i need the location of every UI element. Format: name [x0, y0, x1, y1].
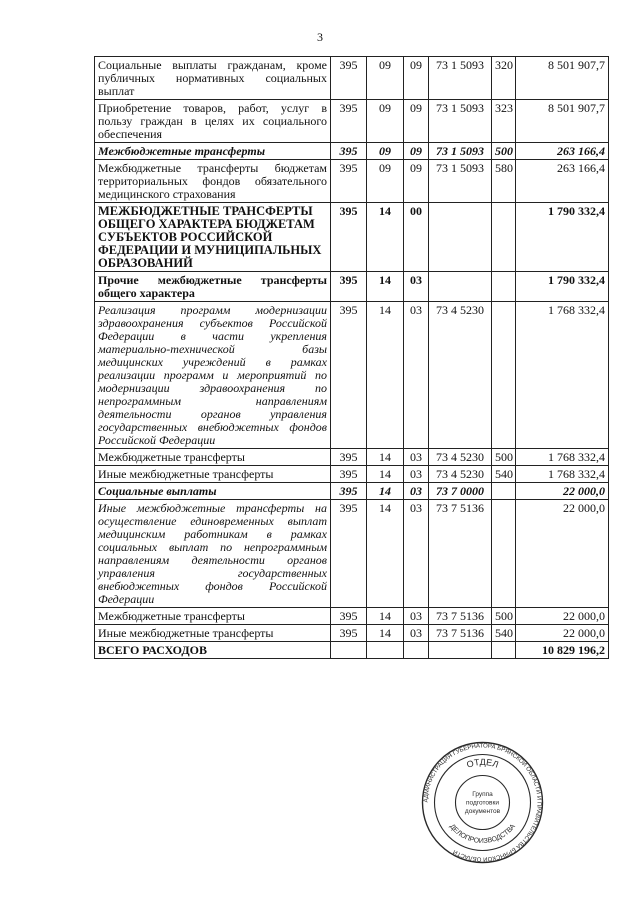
cell-name: Иные межбюджетные трансферты [95, 466, 331, 483]
cell-name: Межбюджетные трансферты [95, 449, 331, 466]
cell-glav: 395 [331, 500, 367, 608]
cell-glav: 395 [331, 100, 367, 143]
table-row [95, 500, 609, 608]
cell-glav: 395 [331, 272, 367, 302]
cell-pr: 03 [404, 625, 429, 642]
stamp-center-line-2: подготовки [466, 799, 499, 807]
cell-sum: 1 768 332,4 [516, 466, 609, 483]
cell-sum: 22 000,0 [516, 625, 609, 642]
cell-glav: 395 [331, 625, 367, 642]
table-row [95, 160, 609, 203]
cell-sum: 22 000,0 [516, 500, 609, 608]
cell-cs: 73 1 5093 [429, 100, 492, 143]
cell-glav: 395 [331, 466, 367, 483]
cell-sum: 1 768 332,4 [516, 302, 609, 449]
stamp-subtitle: ДЕЛОПРОИЗВОДСТВА [448, 823, 517, 846]
cell-cs: 73 7 5136 [429, 500, 492, 608]
cell-vr: 500 [492, 449, 516, 466]
cell-name: Реализация программ модернизации здравоохранения субъектов Российской Федерации в части укрепления материально-технической базы медицинских учреждений в рамках реализации программ и мероприятий по модернизации здравоохранения по непрограммным направлениям деятельности органов управления государственных внебюджетных фондов Российской Федерации [95, 302, 331, 449]
cell-glav: 395 [331, 483, 367, 500]
cell-rz: 14 [367, 608, 404, 625]
stamp-center-line-3: документов [464, 808, 501, 815]
cell-pr: 03 [404, 449, 429, 466]
cell-cs: 73 1 5093 [429, 57, 492, 100]
table-row [95, 642, 609, 659]
cell-vr [492, 642, 516, 659]
table-row [95, 143, 609, 160]
cell-sum: 10 829 196,2 [516, 642, 609, 659]
cell-rz: 14 [367, 483, 404, 500]
cell-vr [492, 500, 516, 608]
stamp-title: ОТДЕЛ [465, 756, 500, 770]
cell-name: Приобретение товаров, работ, услуг в пользу граждан в целях их социального обеспечения [95, 100, 331, 143]
table-row [95, 272, 609, 302]
table-row [95, 100, 609, 143]
cell-rz: 14 [367, 203, 404, 272]
cell-rz: 09 [367, 57, 404, 100]
cell-pr: 03 [404, 302, 429, 449]
page-number: 3 [317, 30, 323, 44]
cell-cs [429, 642, 492, 659]
cell-sum: 263 166,4 [516, 143, 609, 160]
cell-name: Межбюджетные трансферты [95, 143, 331, 160]
cell-cs [429, 272, 492, 302]
cell-name: ВСЕГО РАСХОДОВ [95, 642, 331, 659]
expenditure-table-body [95, 57, 609, 659]
cell-vr: 580 [492, 160, 516, 203]
cell-rz [367, 642, 404, 659]
cell-glav: 395 [331, 302, 367, 449]
cell-sum: 8 501 907,7 [516, 57, 609, 100]
cell-glav: 395 [331, 143, 367, 160]
department-stamp [420, 740, 545, 865]
cell-cs: 73 4 5230 [429, 302, 492, 449]
cell-cs: 73 4 5230 [429, 466, 492, 483]
cell-pr: 09 [404, 100, 429, 143]
cell-sum: 263 166,4 [516, 160, 609, 203]
cell-pr: 03 [404, 483, 429, 500]
cell-glav [331, 642, 367, 659]
cell-rz: 14 [367, 466, 404, 483]
cell-pr [404, 642, 429, 659]
cell-pr: 03 [404, 500, 429, 608]
cell-vr [492, 483, 516, 500]
cell-name: Иные межбюджетные трансферты [95, 625, 331, 642]
cell-pr: 09 [404, 160, 429, 203]
cell-vr [492, 272, 516, 302]
table-row [95, 625, 609, 642]
cell-pr: 03 [404, 272, 429, 302]
cell-rz: 14 [367, 272, 404, 302]
cell-sum: 1 790 332,4 [516, 203, 609, 272]
stamp-center-line-1: Группа [472, 791, 493, 798]
cell-cs: 73 1 5093 [429, 143, 492, 160]
cell-glav: 395 [331, 57, 367, 100]
cell-name: Социальные выплаты гражданам, кроме публичных нормативных социальных выплат [95, 57, 331, 100]
cell-rz: 14 [367, 625, 404, 642]
cell-vr: 540 [492, 625, 516, 642]
cell-sum: 8 501 907,7 [516, 100, 609, 143]
cell-name: Межбюджетные трансферты [95, 608, 331, 625]
table-row [95, 608, 609, 625]
cell-glav: 395 [331, 160, 367, 203]
cell-cs: 73 7 0000 [429, 483, 492, 500]
table-row [95, 57, 609, 100]
cell-sum: 22 000,0 [516, 483, 609, 500]
cell-rz: 09 [367, 100, 404, 143]
cell-pr: 03 [404, 466, 429, 483]
cell-sum: 1 790 332,4 [516, 272, 609, 302]
cell-cs [429, 203, 492, 272]
cell-vr: 323 [492, 100, 516, 143]
cell-rz: 09 [367, 160, 404, 203]
cell-vr: 500 [492, 608, 516, 625]
cell-rz: 14 [367, 449, 404, 466]
cell-glav: 395 [331, 449, 367, 466]
cell-name: Прочие межбюджетные трансферты общего характера [95, 272, 331, 302]
cell-rz: 14 [367, 500, 404, 608]
cell-pr: 09 [404, 57, 429, 100]
stamp-outer-text: АДМИНИСТРАЦИЯ ГУБЕРНАТОРА БРЯНСКОЙ ОБЛАСТИ И ПРАВИТЕЛЬСТВА БРЯНСКОЙ ОБЛАСТИ [423, 743, 542, 862]
cell-vr: 540 [492, 466, 516, 483]
cell-vr: 500 [492, 143, 516, 160]
cell-pr: 09 [404, 143, 429, 160]
table-row [95, 466, 609, 483]
table-row [95, 449, 609, 466]
cell-name: Социальные выплаты [95, 483, 331, 500]
cell-cs: 73 7 5136 [429, 608, 492, 625]
cell-rz: 14 [367, 302, 404, 449]
table-row [95, 302, 609, 449]
expenditure-table [94, 56, 609, 659]
table-row [95, 483, 609, 500]
cell-vr [492, 203, 516, 272]
table-row [95, 203, 609, 272]
cell-name: МЕЖБЮДЖЕТНЫЕ ТРАНСФЕРТЫ ОБЩЕГО ХАРАКТЕРА БЮДЖЕТАМ СУБЪЕКТОВ РОССИЙСКОЙ ФЕДЕРАЦИИ И МУНИЦИПАЛЬНЫХ ОБРАЗОВАНИЙ [95, 203, 331, 272]
cell-cs: 73 7 5136 [429, 625, 492, 642]
cell-glav: 395 [331, 203, 367, 272]
cell-sum: 22 000,0 [516, 608, 609, 625]
cell-name: Иные межбюджетные трансферты на осуществление единовременных выплат медицинским работникам в рамках социальных выплат по непрограммным направлениям деятельности органов управления государственных внебюджетных фондов Российской Федерации [95, 500, 331, 608]
cell-cs: 73 4 5230 [429, 449, 492, 466]
cell-vr [492, 302, 516, 449]
cell-cs: 73 1 5093 [429, 160, 492, 203]
cell-sum: 1 768 332,4 [516, 449, 609, 466]
cell-glav: 395 [331, 608, 367, 625]
cell-rz: 09 [367, 143, 404, 160]
cell-name: Межбюджетные трансферты бюджетам территориальных фондов обязательного медицинского страхования [95, 160, 331, 203]
cell-pr: 00 [404, 203, 429, 272]
cell-pr: 03 [404, 608, 429, 625]
cell-vr: 320 [492, 57, 516, 100]
